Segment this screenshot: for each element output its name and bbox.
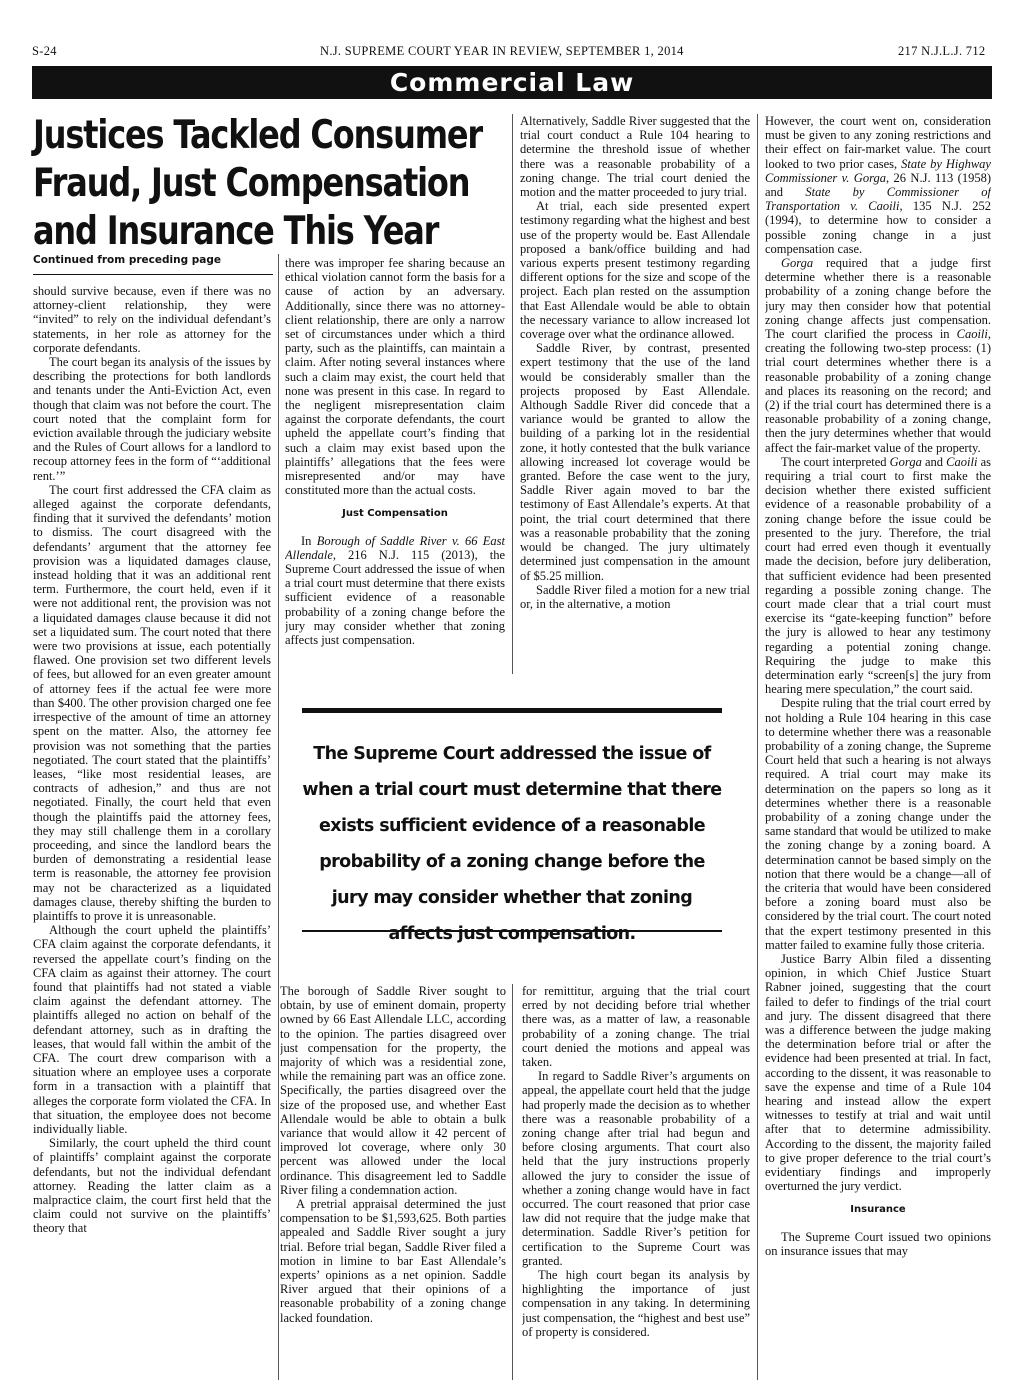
col3-paragraph: In regard to Saddle River’s arguments on appeal, the appellate court held that the judge had properly made the decision as to whether there was a reasonable probability of a zoning change after trial had begun and before closing arguments. That court also held that the jury instructions properly allowed the jury to consider the issue of whether a zoning change would have in fact occurred. The court reasoned that prior case law did not require that the judge make that determination. Saddle River’s petition for certification to the Supreme Court was granted. bbox=[522, 1069, 750, 1268]
case-name: State by Highway Commissioner v. Gorga bbox=[765, 156, 991, 185]
col2-paragraph: A pretrial appraisal determined the just compensation to be $1,593,625. Both parties appealed and Saddle River sought a jury trial. Before trial began, Saddle River filed a motion in limine to bar East Allendale’s experts’ opinions as a net opinion. Saddle River argued that their opinions of a reasonable probability of a zoning change lacked foundation. bbox=[280, 1197, 506, 1325]
col3-paragraph: The high court began its analysis by highlighting the importance of just compensation in any taking. In determining just compensation, the “highest and best use” of property is considered. bbox=[522, 1268, 750, 1339]
col4-paragraph bbox=[765, 256, 991, 455]
column-2-bottom bbox=[280, 984, 506, 1380]
column-rule-4 bbox=[757, 114, 758, 1380]
text-run: However, the court went on, consideration must be given to any zoning restrictions and their effect on fair-market value. The court looked to two prior cases, bbox=[765, 114, 991, 171]
text-run: In bbox=[301, 533, 317, 548]
col4-paragraph: Despite ruling that the trial court erred by not holding a Rule 104 hearing in this case to determine whether there was a reasonable probability of a zoning change, the Supreme Court held that such a hearing is not always required. A trial court may make its determination on the papers so long as it determines whether there is a reasonable probability of a zoning change under the same standard that would be utilized to make the zoning change by a zoning board. A determination cannot be based simply on the notion that there would be a change—all of the criteria that would have been considered before a zoning board must also be considered by the trial court. The court noted that the expert testimony presented in this matter failed to examine fully those criteria. bbox=[765, 696, 991, 952]
text-run: , 216 N.J. 115 (2013), the Supreme Court addressed the issue of when a trial court must determine that there exists sufficient evidence of a reasonable probability of a zoning change before the jury may consider whether that zoning affects just compensation. bbox=[285, 547, 505, 648]
text-run: , 26 N.J. 113 (1958) and bbox=[765, 170, 991, 200]
case-name: Caoili bbox=[946, 454, 978, 469]
case-name: State by Commissioner of Transportation v. Caoili bbox=[765, 185, 991, 214]
column-3-top bbox=[520, 114, 750, 676]
col4-paragraph bbox=[765, 455, 991, 696]
col4-paragraph: Justice Barry Albin filed a dissenting opinion, in which Chief Justice Stuart Rabner joined, suggesting that the court failed to defer to findings of the trial court and jury. The dissent disagreed that there was a difference between the judge making the determination before trial or after the evidence had been presented at trial. In fact, according to the dissent, it was reasonable to save the expense and time of a Rule 104 hearing and instead allow the expert witnesses to testify at trial and wait until after that to determine admissibility. According to the dissent, the majority failed to give proper deference to the trial court’s evidentiary findings and improperly overturned the jury verdict. bbox=[765, 951, 991, 1194]
pull-quote: The Supreme Court addressed the issue of when a trial court must determine that there exists sufficient evidence of a reasonable probability of a zoning change before the jury may consider whether that zoning affects just compensation. bbox=[302, 744, 722, 944]
col1-paragraph: Although the court upheld the plaintiffs’ CFA claim against the corporate defendants, it reversed the appellate court’s finding on the CFA claim as against their attorney. The court found that plaintiffs had not stated a viable claim against the defendant attorney. The plaintiffs alleged no action on behalf of the defendant attorney, such as in drafting the leases, that would fall within the ambit of the CFA. The court drew comparison with a situation where an employee uses a corporate form in a transaction with a plaintiff that alleges the corporate form violated the CFA. In that situation, the employee does not become individually liable. bbox=[33, 923, 271, 1136]
case-name: Caoili bbox=[956, 327, 988, 342]
column-rule-2 bbox=[512, 114, 513, 674]
column-rule-1 bbox=[278, 254, 279, 1380]
column-2-top bbox=[285, 256, 505, 676]
page-number: S-24 bbox=[32, 44, 57, 58]
column-rule-3 bbox=[512, 984, 513, 1380]
col3-paragraph: Alternatively, Saddle River suggested that the trial court conduct a Rule 104 hearing to determine the threshold issue of whether there was a reasonable probability of a zoning change. The trial court denied the motion and the matter proceeded to jury trial. bbox=[520, 114, 750, 200]
case-name: Gorga bbox=[781, 256, 814, 271]
text-run: and bbox=[921, 454, 947, 469]
section-banner: Commercial Law bbox=[32, 66, 992, 99]
text-run: The court interpreted bbox=[781, 454, 890, 469]
text-run: , 135 N.J. 252 (1994), to determine how to consider a possible zoning change in a just compensation case. bbox=[765, 199, 991, 256]
col4-paragraph: The Supreme Court issued two opinions on insurance issues that may bbox=[765, 1229, 991, 1258]
col1-paragraph: should survive because, even if there was no attorney-client relationship, they were “invited” to rely on the individual defendant’s statements, in her role as attorney for the corporate defendants. bbox=[33, 284, 271, 355]
col3-paragraph: Saddle River, by contrast, presented expert testimony that the use of the land would be considerably smaller than the projects proposed by East Allendale. Although Saddle River did concede that a variance would be granted to allow the building of a parking lot in the residential zone, it hotly contested that the bulk variance allowing increased lot coverage would be granted. Before the case went to the jury, Saddle River again moved to bar the testimony of East Allendale’s experts. At that point, the trial court determined that there was a reasonable probability that the zoning would be changed. The jury ultimately determined just compensation in the amount of $5.25 million. bbox=[520, 341, 750, 583]
subhead-insurance: Insurance bbox=[850, 1204, 906, 1216]
col2-case-paragraph bbox=[285, 534, 505, 648]
subhead-just-compensation: Just Compensation bbox=[342, 508, 448, 520]
pull-quote-top-rule bbox=[302, 708, 722, 713]
pull-quote-bottom-rule bbox=[302, 930, 722, 932]
text-run: as requiring a trial court to first make the decision whether there existed sufficient evidence of a reasonable probability of a zoning change before the issue could be presented to the jury. Therefore, the trial court had erred even though it eventually made the decision, before jury deliberation, that sufficient evidence had been presented regarding a possible zoning change. The court made clear that a trial court must exercise its “gate-keeping function” before the jury is allowed to hear any testimony regarding a potential zoning change. Requiring the judge to make this determination early “screen[s] the jury from hearing mere speculation,” the court said. bbox=[765, 454, 991, 697]
column-4 bbox=[765, 114, 991, 1380]
citation: 217 N.J.L.J. 712 bbox=[898, 44, 986, 58]
headline: Justices Tackled Consumer Fraud, Just Compensation and Insurance This Year bbox=[33, 113, 483, 254]
column-1 bbox=[33, 284, 271, 1380]
col1-paragraph: The court first addressed the CFA claim as alleged against the corporate defendants, finding that it survived the defendants’ motion to dismiss. The court disagreed with the defendants’ argument that the attorney fee provision was a liquidated damages clause, instead holding that it was an additional rent term. Furthermore, the court held, even if it were not additional rent, the provision was not a liquidated damages clause because it did not set a liquidated sum. The court noted that there were two provisions at issue, each potentially flawed. One provision set two different levels of fees, but allowed for an even greater amount of attorney fees if the actual fee were more than $400. The other provision charged one fee irrespective of the amount of time an attorney spent on the matter. Also, the attorney fee provision was not something that the parties negotiated. The court stated that the plaintiffs’ leases, “like most residential leases, are contracts of adhesion,” and thus are not negotiated. Finally, the court held that even though the plaintiffs paid the attorney fees, they may still challenge them in a corollary proceeding, and since the landlord bears the burden of demonstrating a residential lease term is reasonable, the attorney fee provision may not be characterized as a liquidated damages clause, thereby shifting the burden to plaintiffs to prove it is unreasonable. bbox=[33, 482, 271, 923]
continued-note: Continued from preceding page bbox=[33, 254, 221, 266]
col3-paragraph: Saddle River filed a motion for a new trial or, in the alternative, a motion bbox=[520, 582, 750, 611]
case-name: Borough of Saddle River v. 66 East Allendale bbox=[285, 533, 505, 562]
case-name: Gorga bbox=[889, 454, 922, 469]
text-run: , creating the following two-step process: (1) trial court determines whether there is a reasonable probability of a zoning change and places its reasoning on the record; and (2) if the trial court has determined there is a reasonable probability of a zoning change, then the jury determines whether that would affect the fair-market value of the property. bbox=[765, 327, 991, 455]
col4-paragraph bbox=[765, 114, 991, 256]
col1-paragraph: The court began its analysis of the issues by describing the protections for both landlords and tenants under the Anti-Eviction Act, even though that claim was not before the court. The court noted that the complaint form for eviction available through the judiciary website and the Rules of Court allows for a landlord to recoup attorney fees in the form of “‘additional rent.’” bbox=[33, 355, 271, 483]
continued-rule bbox=[33, 274, 273, 275]
col2-paragraph: there was improper fee sharing because an ethical violation cannot form the basis for a cause of action by an adversary. Additionally, since there was no attorney-client relationship, there are only a narrow set of circumstances under which a third party, such as the plaintiffs, can maintain a claim. After noting several instances where such a claim may exist, the court held that none was present in this case. In regard to the negligent misrepresentation claim against the corporate defendants, the court upheld the appellate court’s finding that such a claim may exist based upon the plaintiffs’ allegations that the fees were misrepresented and/or may have constituted more than the actual costs. bbox=[285, 256, 505, 498]
col2-paragraph: The borough of Saddle River sought to obtain, by use of eminent domain, property owned by 66 East Allendale LLC, according to the opinion. The parties disagreed over just compensation for the property, the majority of which was a residential zone, while the remaining part was an office zone. Specifically, the parties disagreed over the size of the proposed use, and whether East Allendale would be able to obtain a bulk variance that would allow it 42 percent of improved lot coverage, where only 30 percent was allowed under the local ordinance. This disagreement led to Saddle River filing a condemnation action. bbox=[280, 984, 506, 1197]
col3-paragraph: At trial, each side presented expert testimony regarding what the highest and best use of the property would be. East Allendale proposed a bank/office building and had various experts present testimony regarding different options for the size and scope of the project. Each plan rested on the assumption that East Allendale would be able to obtain the necessary variance to allow increased lot coverage over what the ordinance allowed. bbox=[520, 199, 750, 342]
col3-paragraph: for remittitur, arguing that the trial court erred by not deciding before trial whether there was, as a matter of law, a reasonable probability of a zoning change. The trial court denied the motions and appeal was taken. bbox=[522, 984, 750, 1070]
text-run: required that a judge first determine whether there is a reasonable probability of a zoning change before the jury may then consider how that potential zoning change affects just compensation. The court clarified the process in bbox=[765, 256, 991, 342]
publication-line: N.J. SUPREME COURT YEAR IN REVIEW, SEPTEMBER 1, 2014 bbox=[320, 44, 684, 58]
pull-quote-box bbox=[302, 708, 722, 944]
col1-paragraph: Similarly, the court upheld the third count of plaintiffs’ complaint against the corporate defendants, but not the individual defendant attorney. Reading the latter claim as a malpractice claim, the court first held that the claim could not survive on the plaintiffs’ theory that bbox=[33, 1136, 271, 1236]
column-3-bottom bbox=[522, 984, 750, 1380]
